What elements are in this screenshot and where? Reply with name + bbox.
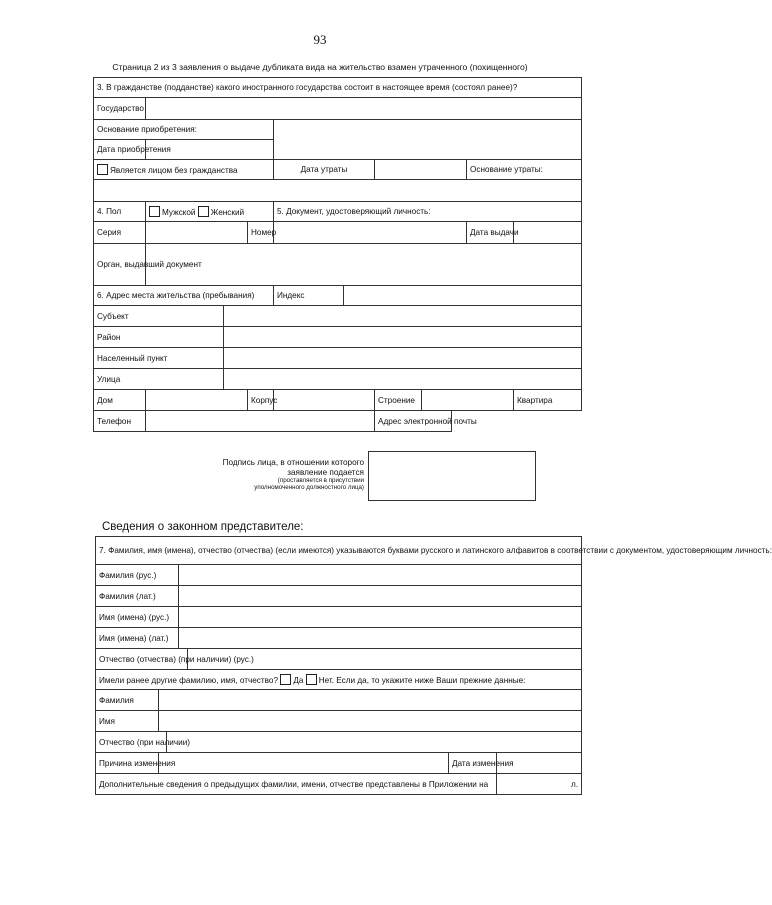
change-reason-field[interactable]	[159, 753, 449, 774]
stateless-option[interactable]: Является лицом без гражданства	[94, 160, 274, 180]
stateless-checkbox[interactable]	[97, 164, 108, 175]
settlement-field[interactable]	[224, 348, 582, 369]
surname-lat-label: Фамилия (лат.)	[96, 586, 179, 607]
no-label: Нет. Если да, то укажите ниже Ваши прежние данные:	[318, 676, 526, 685]
sheets-count-field[interactable]	[497, 774, 582, 795]
number-label: Номер	[248, 222, 274, 244]
series-label: Серия	[94, 222, 146, 244]
loss-basis-label: Основание утраты:	[467, 160, 582, 180]
change-date-label: Дата изменения	[449, 753, 497, 774]
yes-label: Да	[293, 676, 304, 685]
patronymic-ru-label: Отчество (отчества) (при наличии) (рус.)	[96, 649, 188, 670]
phone-field[interactable]	[146, 411, 375, 432]
representative-form	[95, 536, 772, 795]
issuer-label: Орган, выдавший документ	[94, 244, 146, 286]
structure-field[interactable]	[422, 390, 514, 411]
change-reason-label: Причина изменения	[96, 753, 159, 774]
surname-ru-label: Фамилия (рус.)	[96, 565, 179, 586]
representative-heading: Сведения о законном представителе:	[102, 521, 304, 533]
yes-checkbox[interactable]	[280, 674, 291, 685]
male-label: Мужской	[162, 208, 196, 217]
series-field[interactable]	[146, 222, 248, 244]
name-lat-field[interactable]	[179, 628, 582, 649]
issue-date-label: Дата выдачи	[467, 222, 514, 244]
building-label: Корпус	[248, 390, 274, 411]
signature-caption: Подпись лица, в отношении которого заявление подается (проставляется в присутствии уполномоченного должностного лица)	[222, 458, 364, 491]
name-ru-label: Имя (имена) (рус.)	[96, 607, 179, 628]
index-label: Индекс	[274, 286, 344, 306]
issuer-field[interactable]	[146, 244, 582, 286]
subject-field[interactable]	[224, 306, 582, 327]
email-label: Адрес электронной почты	[375, 411, 452, 432]
address-label: 6. Адрес места жительства (пребывания)	[94, 286, 274, 306]
loss-basis-field[interactable]	[94, 180, 582, 202]
previous-names-question: Имели ранее другие фамилию, имя, отчество? Да Нет. Если да, то укажите ниже Ваши прежние данные:	[96, 670, 582, 690]
prev-surname-label: Фамилия	[96, 690, 159, 711]
subject-label: Субъект	[94, 306, 224, 327]
prev-patronymic-label: Отчество (при наличии)	[96, 732, 167, 753]
number-field[interactable]	[274, 222, 467, 244]
female-label: Женский	[210, 208, 245, 217]
citizenship-question: 3. В гражданстве (подданстве) какого иностранного государства состоит в настоящее время (состоял ранее)?	[94, 78, 582, 98]
surname-ru-field[interactable]	[179, 565, 582, 586]
phone-label: Телефон	[94, 411, 146, 432]
name-question: 7. Фамилия, имя (имена), отчество (отчества) (если имеются) указываются буквами русского и латинского алфавитов в соответствии с документом, удостоверяющим личность:	[96, 537, 582, 565]
acquisition-basis-label: Основание приобретения:	[94, 120, 274, 140]
flat-label: Квартира	[514, 390, 582, 411]
building-field[interactable]	[274, 390, 375, 411]
district-label: Район	[94, 327, 224, 348]
state-field[interactable]	[146, 98, 582, 120]
loss-date-field[interactable]	[375, 160, 467, 180]
page-caption: Страница 2 из 3 заявления о выдаче дубликата вида на жительство взамен утраченного (похищенного)	[112, 62, 528, 72]
street-field[interactable]	[224, 369, 582, 390]
acquisition-date-label: Дата приобретения	[94, 140, 146, 160]
issue-date-field[interactable]	[514, 222, 582, 244]
prev-patronymic-field[interactable]	[167, 732, 582, 753]
index-field[interactable]	[344, 286, 582, 306]
page-number: 93	[313, 32, 327, 47]
prev-name-field[interactable]	[159, 711, 582, 732]
settlement-label: Населенный пункт	[94, 348, 224, 369]
applicant-form	[93, 77, 582, 432]
state-label: Государство	[94, 98, 146, 120]
sheets-label: л.	[571, 779, 579, 789]
no-checkbox[interactable]	[306, 674, 317, 685]
sex-label: 4. Пол	[94, 202, 146, 222]
signature-box[interactable]	[368, 451, 536, 501]
district-field[interactable]	[224, 327, 582, 348]
surname-lat-field[interactable]	[179, 586, 582, 607]
loss-date-label: Дата утраты	[274, 160, 375, 180]
prev-surname-field[interactable]	[159, 690, 582, 711]
id-document-label: 5. Документ, удостоверяющий личность:	[274, 202, 582, 222]
additional-info-text: Дополнительные сведения о предыдущих фамилии, имени, отчестве представлены в Приложении на	[96, 774, 497, 795]
prev-name-label: Имя	[96, 711, 159, 732]
male-checkbox[interactable]	[149, 206, 160, 217]
name-lat-label: Имя (имена) (лат.)	[96, 628, 179, 649]
house-field[interactable]	[146, 390, 248, 411]
name-ru-field[interactable]	[179, 607, 582, 628]
sex-options	[146, 202, 274, 222]
structure-label: Строение	[375, 390, 422, 411]
acquisition-basis-field[interactable]	[274, 120, 582, 160]
female-checkbox[interactable]	[198, 206, 209, 217]
house-label: Дом	[94, 390, 146, 411]
street-label: Улица	[94, 369, 224, 390]
